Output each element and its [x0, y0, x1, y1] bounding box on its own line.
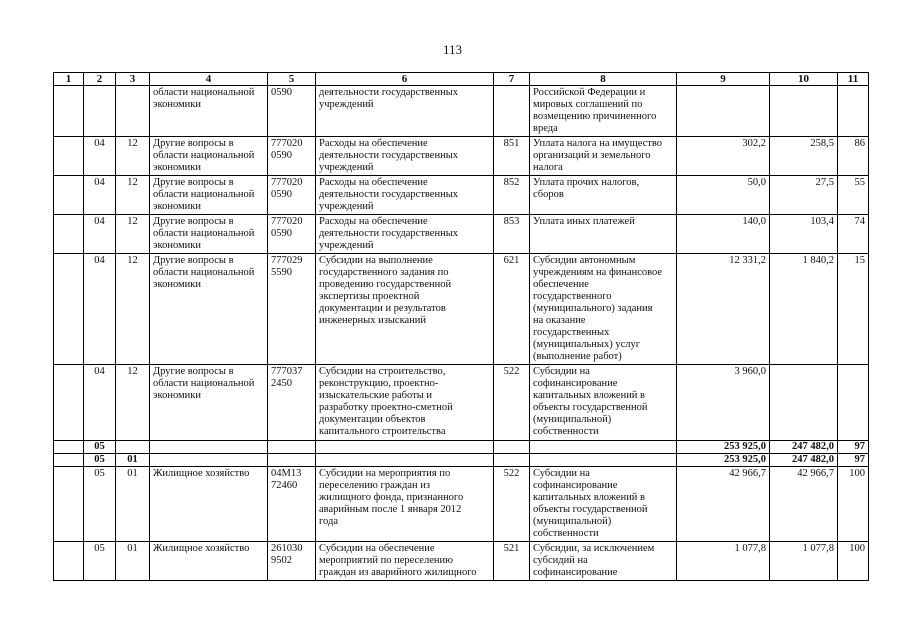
cell-section-name: Другие вопросы в области национальной экономики: [150, 137, 268, 176]
col-header: 4: [150, 73, 268, 86]
cell-num: [54, 86, 84, 137]
cell-target-code: 777020 0590: [268, 215, 316, 254]
cell-actual: 103,4: [770, 215, 838, 254]
table-row: [54, 215, 869, 254]
col-header: 11: [838, 73, 869, 86]
cell-expense-name: Уплата налога на имущество организаций и земельного налога: [530, 137, 677, 176]
table-row: [54, 542, 869, 581]
cell-section-name: [150, 441, 268, 454]
cell-target-name: [316, 454, 494, 467]
cell-section: 05: [84, 454, 116, 467]
cell-expense-code: 522: [494, 365, 530, 441]
cell-percent: 100: [838, 542, 869, 581]
cell-actual: 247 482,0: [770, 454, 838, 467]
cell-percent: 97: [838, 454, 869, 467]
cell-plan: 3 960,0: [677, 365, 770, 441]
cell-section: 04: [84, 365, 116, 441]
page-number: 113: [442, 42, 463, 57]
cell-actual: 27,5: [770, 176, 838, 215]
cell-plan: 1 077,8: [677, 542, 770, 581]
cell-plan: [677, 86, 770, 137]
cell-plan: 140,0: [677, 215, 770, 254]
col-header: 8: [530, 73, 677, 86]
cell-section-name: Другие вопросы в области национальной экономики: [150, 215, 268, 254]
col-header: 6: [316, 73, 494, 86]
cell-num: [54, 365, 84, 441]
cell-plan: 42 966,7: [677, 467, 770, 542]
cell-section-name: Другие вопросы в области национальной экономики: [150, 176, 268, 215]
col-header: 3: [116, 73, 150, 86]
cell-expense-name: [530, 441, 677, 454]
col-header: 10: [770, 73, 838, 86]
table-row: [54, 254, 869, 365]
cell-subsection: [116, 86, 150, 137]
cell-expense-name: Субсидии, за исключением субсидий на софинансирование: [530, 542, 677, 581]
cell-num: [54, 441, 84, 454]
cell-actual: [770, 365, 838, 441]
cell-target-code: 777020 0590: [268, 176, 316, 215]
cell-plan: 12 331,2: [677, 254, 770, 365]
cell-num: [54, 137, 84, 176]
cell-subsection: 12: [116, 254, 150, 365]
table-row: [54, 365, 869, 441]
table-row: [54, 467, 869, 542]
cell-expense-name: Субсидии на софинансирование капитальных вложений в объекты государственной (муниципальной) собственности: [530, 365, 677, 441]
cell-expense-name: Российской Федерации и мировых соглашений по возмещению причиненного вреда: [530, 86, 677, 137]
cell-section-name: Другие вопросы в области национальной экономики: [150, 365, 268, 441]
header-row: [54, 73, 869, 86]
cell-target-name: Субсидии на выполнение государственного задания по проведению государственной экспертизы проектной документации и результатов инженерных изысканий: [316, 254, 494, 365]
col-header: 7: [494, 73, 530, 86]
cell-target-code: [268, 441, 316, 454]
cell-target-code: 0590: [268, 86, 316, 137]
cell-plan: 50,0: [677, 176, 770, 215]
cell-expense-code: 851: [494, 137, 530, 176]
cell-actual: 1 840,2: [770, 254, 838, 365]
cell-num: [54, 467, 84, 542]
cell-percent: [838, 86, 869, 137]
cell-percent: 100: [838, 467, 869, 542]
cell-percent: 97: [838, 441, 869, 454]
cell-actual: 1 077,8: [770, 542, 838, 581]
cell-target-name: Расходы на обеспечение деятельности государственных учреждений: [316, 137, 494, 176]
cell-expense-code: [494, 86, 530, 137]
cell-section: [84, 86, 116, 137]
cell-num: [54, 542, 84, 581]
cell-target-name: Субсидии на мероприятия по переселению граждан из жилищного фонда, признанного аварийным после 1 января 2012 года: [316, 467, 494, 542]
table-row: [54, 137, 869, 176]
col-header: 5: [268, 73, 316, 86]
cell-section-name: Жилищное хозяйство: [150, 542, 268, 581]
cell-section-name: Другие вопросы в области национальной экономики: [150, 254, 268, 365]
subsection-total-row: [54, 454, 869, 467]
cell-target-code: 04М13 72460: [268, 467, 316, 542]
cell-expense-code: [494, 441, 530, 454]
cell-expense-code: 853: [494, 215, 530, 254]
section-total-row: [54, 441, 869, 454]
cell-expense-code: 852: [494, 176, 530, 215]
cell-subsection: 01: [116, 467, 150, 542]
cell-subsection: [116, 441, 150, 454]
cell-actual: 42 966,7: [770, 467, 838, 542]
cell-subsection: 01: [116, 542, 150, 581]
cell-expense-code: 521: [494, 542, 530, 581]
cell-percent: 74: [838, 215, 869, 254]
cell-plan: 253 925,0: [677, 441, 770, 454]
cell-num: [54, 454, 84, 467]
cell-section: 05: [84, 467, 116, 542]
cell-target-name: Расходы на обеспечение деятельности государственных учреждений: [316, 176, 494, 215]
cell-target-code: 261030 9502: [268, 542, 316, 581]
table-row: [54, 86, 869, 137]
cell-target-name: Субсидии на обеспечение мероприятий по переселению граждан из аварийного жилищного: [316, 542, 494, 581]
cell-actual: [770, 86, 838, 137]
cell-target-code: 777029 5590: [268, 254, 316, 365]
cell-subsection: 12: [116, 176, 150, 215]
cell-actual: 258,5: [770, 137, 838, 176]
cell-plan: 253 925,0: [677, 454, 770, 467]
cell-expense-name: Субсидии автономным учреждениям на финансовое обеспечение государственного (муниципального) задания на оказание государственных (муниципальных) услуг (выполнение работ): [530, 254, 677, 365]
cell-section-name: области национальной экономики: [150, 86, 268, 137]
cell-subsection: 12: [116, 215, 150, 254]
cell-plan: 302,2: [677, 137, 770, 176]
budget-table: [53, 72, 869, 581]
cell-num: [54, 254, 84, 365]
cell-percent: 15: [838, 254, 869, 365]
cell-expense-code: 522: [494, 467, 530, 542]
cell-target-name: [316, 441, 494, 454]
col-header: 9: [677, 73, 770, 86]
cell-section-name: [150, 454, 268, 467]
col-header: 1: [54, 73, 84, 86]
cell-expense-code: [494, 454, 530, 467]
cell-section-name: Жилищное хозяйство: [150, 467, 268, 542]
cell-percent: [838, 365, 869, 441]
col-header: 2: [84, 73, 116, 86]
cell-section: 04: [84, 254, 116, 365]
cell-percent: 86: [838, 137, 869, 176]
cell-target-name: деятельности государственных учреждений: [316, 86, 494, 137]
cell-target-code: [268, 454, 316, 467]
cell-section: 04: [84, 137, 116, 176]
cell-expense-code: 621: [494, 254, 530, 365]
cell-expense-name: Уплата прочих налогов, сборов: [530, 176, 677, 215]
cell-section: 05: [84, 542, 116, 581]
cell-target-code: 777020 0590: [268, 137, 316, 176]
cell-target-code: 777037 2450: [268, 365, 316, 441]
cell-expense-name: Субсидии на софинансирование капитальных вложений в объекты государственной (муниципальной) собственности: [530, 467, 677, 542]
cell-expense-name: [530, 454, 677, 467]
cell-num: [54, 176, 84, 215]
cell-section: 05: [84, 441, 116, 454]
cell-actual: 247 482,0: [770, 441, 838, 454]
cell-section: 04: [84, 176, 116, 215]
table-row: [54, 176, 869, 215]
cell-subsection: 12: [116, 137, 150, 176]
cell-target-name: Субсидии на строительство, реконструкцию, проектно- изыскательские работы и разработку проектно-сметной документации объектов капитального строительства: [316, 365, 494, 441]
cell-subsection: 01: [116, 454, 150, 467]
cell-section: 04: [84, 215, 116, 254]
cell-target-name: Расходы на обеспечение деятельности государственных учреждений: [316, 215, 494, 254]
cell-expense-name: Уплата иных платежей: [530, 215, 677, 254]
cell-subsection: 12: [116, 365, 150, 441]
cell-percent: 55: [838, 176, 869, 215]
cell-num: [54, 215, 84, 254]
